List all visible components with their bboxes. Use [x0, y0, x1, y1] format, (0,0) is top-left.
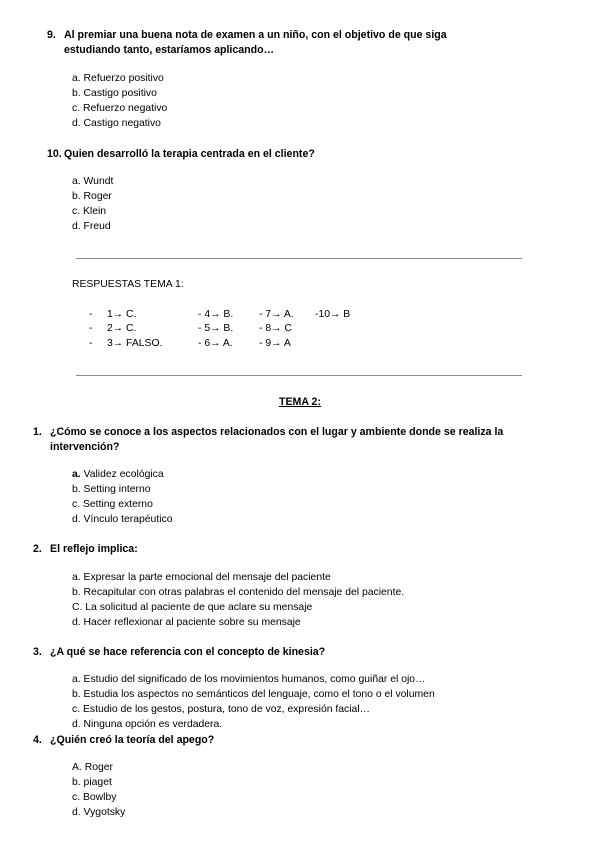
question-text-line: estudiando tanto, estaríamos aplicando…: [64, 43, 275, 56]
answer: - 9→ A: [259, 338, 291, 349]
option: d. Castigo negativo: [72, 117, 161, 129]
question-number: 10.: [47, 148, 62, 160]
option: C. La solicitud al paciente de que aclare su mensaje: [72, 601, 313, 613]
option-text: Validez ecológica: [80, 469, 164, 480]
option: a. Expresar la parte emocional del mensaje del paciente: [72, 572, 331, 583]
answer: 1→ C.: [107, 309, 137, 320]
answer: 2→ C.: [107, 323, 137, 334]
options-list: [72, 571, 404, 631]
options-list: [72, 72, 167, 132]
options-list: [72, 468, 173, 528]
question-1: [33, 425, 553, 455]
option: d. Freud: [72, 220, 111, 232]
question-number: 9.: [47, 29, 56, 41]
option: c. Refuerzo negativo: [72, 102, 168, 114]
divider: [76, 375, 522, 376]
option: b. Roger: [72, 190, 112, 202]
question-text-line: Al premiar una buena nota de examen a un niño, con el objetivo de que siga: [64, 29, 447, 41]
option: d. Vygotsky: [72, 806, 126, 818]
answer: 3→ FALSO.: [107, 338, 163, 349]
option: a. Wundt: [72, 176, 114, 187]
option: b. Setting interno: [72, 483, 151, 495]
answer: - 7→ A.: [259, 309, 294, 320]
answer: - 5→ B.: [198, 323, 234, 334]
option: c. Setting externo: [72, 498, 153, 510]
option: b. Recapitular con otras palabras el contenido del mensaje del paciente.: [72, 586, 405, 598]
option: A. Roger: [72, 762, 114, 773]
question-text-line: ¿Cómo se conoce a los aspectos relacionados con el lugar y ambiente donde se realiza la: [50, 426, 504, 438]
answers-title: RESPUESTAS TEMA 1:: [72, 279, 184, 290]
option: a. Estudio del significado de los movimientos humanos, como guiñar el ojo…: [72, 674, 426, 685]
question-10: [47, 147, 547, 163]
option: d. Hacer reflexionar al paciente sobre su mensaje: [72, 616, 301, 628]
answer: - 4→ B.: [198, 309, 234, 320]
option: c. Estudio de los gestos, postura, tono de voz, expresión facial…: [72, 703, 371, 715]
question-2: [33, 542, 553, 558]
option: d. Ninguna opción es verdadera.: [72, 718, 223, 730]
section-heading: TEMA 2:: [279, 396, 321, 408]
options-list: [72, 175, 113, 235]
option: c. Bowlby: [72, 791, 117, 803]
question-text: ¿Quién creó la teoría del apego?: [50, 734, 215, 746]
option: d. Vínculo terapéutico: [72, 513, 173, 525]
option: a. Refuerzo positivo: [72, 73, 164, 84]
answer-bullet: -: [89, 338, 93, 349]
option-letter: a.: [72, 469, 81, 480]
question-9: [47, 28, 547, 58]
option: b. Castigo positivo: [72, 87, 157, 99]
question-number: 1.: [33, 426, 42, 438]
question-text: [50, 425, 503, 454]
answer: - 8→ C: [259, 323, 292, 334]
question-text: Quien desarrolló la terapia centrada en el cliente?: [64, 148, 315, 160]
question-number: 2.: [33, 543, 42, 555]
question-text: [64, 28, 447, 57]
options-list: [72, 673, 435, 733]
option: b. Estudia los aspectos no semánticos del lenguaje, como el tono o el volumen: [72, 688, 435, 700]
question-number: 3.: [33, 646, 42, 658]
question-3: [33, 645, 553, 661]
question-text-line: intervención?: [50, 440, 120, 453]
answer: -10→ B: [315, 309, 351, 320]
divider: [76, 258, 522, 259]
answer-bullet: -: [89, 323, 93, 334]
question-4: [33, 733, 553, 749]
option: [72, 468, 173, 483]
question-text: El reflejo implica:: [50, 543, 138, 555]
option: b. piaget: [72, 776, 112, 788]
options-list: [72, 761, 125, 821]
question-text: ¿A qué se hace referencia con el concepto de kinesia?: [50, 646, 326, 658]
answer: - 6→ A.: [198, 338, 233, 349]
answer-bullet: -: [89, 309, 93, 320]
question-number: 4.: [33, 734, 42, 746]
option: c. Klein: [72, 205, 107, 217]
